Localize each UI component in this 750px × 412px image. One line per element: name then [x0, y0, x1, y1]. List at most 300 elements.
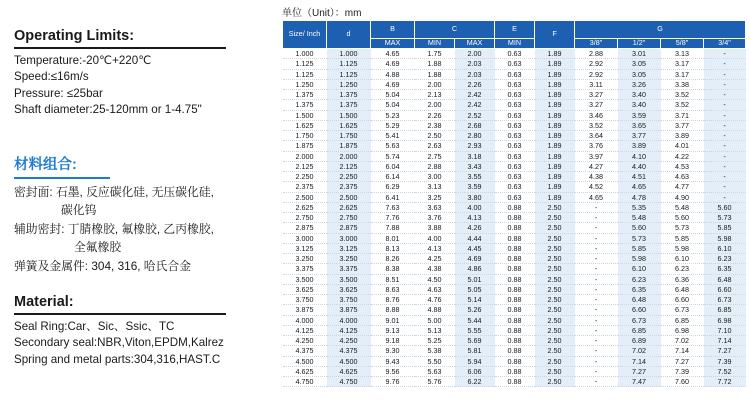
cell-c-min: 4.76: [427, 295, 442, 304]
cell-g-5-8: 4.53: [675, 161, 690, 171]
cell-g-5-8: 3.17: [675, 59, 690, 69]
table-row: [283, 264, 746, 274]
cell-g-5-8: 3.52: [675, 100, 690, 110]
cell-b-max: 5.74: [385, 151, 400, 161]
cell-c-min: 4.38: [427, 264, 442, 274]
cell-b-max: 5.04: [385, 100, 400, 110]
cell-d: 2.750: [327, 213, 371, 223]
cell-c-min: 2.13: [427, 90, 442, 99]
cell-g-3-4: -: [704, 90, 746, 100]
cell-d: 1.625: [327, 120, 371, 130]
table-row: [283, 377, 746, 387]
cell-f: 2.50: [535, 356, 575, 366]
table-row: [283, 151, 746, 161]
cell-g-5-8: 6.10: [675, 254, 690, 263]
table-row: [283, 49, 746, 59]
cell-b-max: 5.41: [385, 131, 400, 140]
cell-g-3-4: -: [704, 182, 746, 192]
cell-c-max: 3.55: [455, 172, 495, 182]
cell-g-3-4: -: [704, 120, 746, 130]
table-row: [283, 90, 746, 100]
cell-c-max: 5.69: [455, 336, 495, 346]
cell-g-3-4: -: [704, 172, 746, 182]
cell-f: 1.89: [535, 182, 575, 192]
cell-d: 3.125: [327, 243, 371, 253]
cell-c-min: 5.38: [427, 346, 442, 356]
table-row: [283, 100, 746, 110]
material-en-section: [14, 294, 226, 368]
cell-e-min: 0.63: [507, 120, 522, 130]
cell-g-3-4: -: [704, 79, 746, 89]
cell-f: 2.50: [535, 274, 575, 284]
seal-ring-line: Seal Ring:Car、Sic、Ssic、TC: [14, 320, 175, 333]
cell-size: 1.625: [295, 120, 314, 130]
cell-b-max: 8.26: [385, 254, 400, 263]
cell-g-1-2: 6.23: [618, 274, 661, 284]
cell-g-5-8: 7.60: [675, 377, 690, 386]
cell-g-1-2: 5.73: [618, 233, 661, 243]
cell-size: 1.875: [295, 141, 314, 151]
cell-e-min: 0.63: [507, 69, 522, 79]
cell-g-3-4: 6.85: [704, 305, 746, 315]
header-b-max: MAX: [371, 39, 415, 49]
cell-size: 3.500: [295, 274, 314, 284]
cell-c-max: 2.26: [455, 79, 495, 89]
cell-g-3-8: 2.92: [589, 69, 604, 79]
table-row: [283, 110, 746, 120]
cell-f: 2.50: [535, 336, 575, 346]
cell-size: 3.375: [295, 264, 314, 274]
cell-c-min: 5.13: [427, 325, 442, 335]
cell-d: 2.125: [327, 161, 371, 171]
cell-g-1-2: 3.01: [618, 49, 661, 59]
header-c-min: MIN: [415, 39, 455, 49]
cell-g-3-4: 5.98: [704, 233, 746, 243]
cell-c-max: 2.93: [455, 141, 495, 151]
cell-e-min: 0.63: [507, 161, 522, 171]
cell-d: 1.250: [327, 79, 371, 89]
cell-g-5-8: 4.77: [675, 182, 690, 192]
cell-g-3-4: 6.48: [704, 274, 746, 284]
cell-e-min: 0.63: [507, 172, 522, 181]
cell-c-min: 3.63: [427, 202, 442, 212]
operating-limits-section: [14, 28, 226, 119]
header-f: F: [535, 21, 575, 49]
cell-f: 2.50: [535, 346, 575, 356]
cell-d: 1.125: [327, 59, 371, 69]
cell-e-min: 0.88: [507, 233, 522, 243]
header-g-1-2: 1/2": [618, 39, 661, 49]
cell-f: 2.50: [535, 254, 575, 264]
cell-g-1-2: 4.65: [618, 182, 661, 192]
cell-f: 1.89: [535, 90, 575, 100]
cell-c-max: 2.52: [455, 110, 495, 120]
cell-g-5-8: 5.48: [675, 202, 690, 212]
cell-f: 2.50: [535, 223, 575, 233]
cell-size: 1.125: [295, 69, 314, 79]
table-row: [283, 192, 746, 202]
cell-size: 3.125: [295, 243, 314, 253]
cell-b-max: 9.13: [385, 325, 400, 335]
cell-c-min: 1.88: [427, 69, 442, 79]
header-g-3-4: 3/4": [704, 39, 746, 49]
cell-size: 1.125: [295, 59, 314, 69]
cell-g-3-8: -: [594, 243, 598, 253]
table-row: [283, 336, 746, 346]
cell-g-5-8: 6.60: [675, 295, 690, 304]
cell-f: 2.50: [535, 315, 575, 325]
cell-g-5-8: 7.14: [675, 346, 690, 356]
cell-g-1-2: 5.85: [618, 243, 661, 253]
cell-b-max: 5.63: [385, 141, 400, 151]
cell-g-3-8: -: [594, 213, 598, 222]
cell-g-5-8: 4.63: [675, 172, 690, 181]
cell-d: 2.000: [327, 151, 371, 161]
table-row: [283, 284, 746, 294]
cell-c-min: 2.26: [427, 110, 442, 120]
cell-c-min: 2.00: [427, 100, 442, 110]
cell-c-max: 4.44: [455, 233, 495, 243]
cell-c-max: 2.42: [455, 100, 495, 110]
cell-g-3-8: 3.46: [589, 110, 604, 120]
cell-g-3-4: -: [704, 59, 746, 69]
cell-size: 1.375: [295, 100, 314, 110]
cell-f: 2.50: [535, 295, 575, 305]
cell-g-5-8: 5.60: [675, 213, 690, 222]
cell-g-3-8: 3.52: [589, 120, 604, 130]
cell-g-3-4: 7.72: [704, 377, 746, 387]
cell-size: 2.125: [295, 161, 314, 171]
cell-f: 1.89: [535, 59, 575, 69]
cell-e-min: 0.88: [507, 346, 522, 356]
cell-f: 2.50: [535, 284, 575, 294]
cell-g-1-2: 7.27: [618, 366, 661, 376]
cell-size: 4.375: [295, 346, 314, 356]
cell-g-3-8: -: [594, 295, 598, 304]
cell-d: 3.000: [327, 233, 371, 243]
cell-e-min: 0.88: [507, 356, 522, 366]
cell-c-max: 4.86: [455, 264, 495, 274]
cell-f: 2.50: [535, 377, 575, 387]
cell-e-min: 0.88: [507, 254, 522, 263]
cell-c-min: 3.13: [427, 182, 442, 192]
cell-g-3-8: 4.38: [589, 172, 604, 181]
cell-e-min: 0.88: [507, 213, 522, 222]
cell-b-max: 4.69: [385, 79, 400, 89]
cell-d: 4.500: [327, 356, 371, 366]
cell-c-max: 2.00: [455, 49, 495, 59]
cell-d: 3.750: [327, 295, 371, 305]
cell-g-3-8: -: [594, 264, 598, 274]
table-row: [283, 213, 746, 223]
cell-e-min: 0.88: [507, 295, 522, 304]
cell-e-min: 0.88: [507, 274, 522, 284]
cell-g-1-2: 4.51: [618, 172, 661, 182]
cell-size: 1.250: [295, 79, 314, 89]
cell-c-min: 4.88: [427, 305, 442, 315]
cell-b-max: 6.14: [385, 172, 400, 181]
cell-e-min: 0.63: [507, 79, 522, 89]
cell-g-3-4: -: [704, 161, 746, 171]
cell-d: 1.125: [327, 69, 371, 79]
cell-g-5-8: 3.13: [675, 49, 690, 58]
cell-g-1-2: 5.35: [618, 202, 661, 212]
cell-e-min: 0.63: [507, 90, 522, 99]
cell-g-1-2: 6.60: [618, 305, 661, 315]
cell-g-1-2: 6.48: [618, 295, 661, 305]
cell-g-1-2: 4.78: [618, 192, 661, 202]
cell-f: 2.50: [535, 202, 575, 212]
cell-c-min: 2.63: [427, 141, 442, 151]
cell-g-3-8: 4.65: [589, 192, 604, 202]
cell-g-3-8: -: [594, 254, 598, 263]
cell-e-min: 0.88: [507, 305, 522, 315]
cell-f: 1.89: [535, 120, 575, 130]
material-en-title: Material:: [14, 294, 226, 315]
cell-g-3-8: -: [594, 315, 598, 325]
cell-g-1-2: 3.05: [618, 69, 661, 79]
table-row: [283, 346, 746, 356]
cell-f: 1.89: [535, 151, 575, 161]
secondary-seal-line: Secondary seal:NBR,Viton,EPDM,Kalrez: [14, 336, 224, 350]
table-row: [283, 254, 746, 264]
cell-f: 1.89: [535, 141, 575, 151]
spring-metal-line: Spring and metal parts:304,316,HAST.C: [14, 352, 221, 366]
cell-g-1-2: 5.60: [618, 223, 661, 233]
cell-d: 2.875: [327, 223, 371, 233]
temperature-line: Temperature:-20℃+220℃: [14, 54, 152, 67]
table-row: [283, 59, 746, 69]
cell-b-max: 9.18: [385, 336, 400, 345]
cell-b-max: 8.51: [385, 274, 400, 284]
cell-size: 1.375: [295, 90, 314, 99]
cell-b-max: 6.04: [385, 161, 400, 171]
cell-c-max: 4.45: [455, 243, 495, 253]
cell-c-max: 2.42: [455, 90, 495, 100]
cell-g-3-8: 4.52: [589, 182, 604, 192]
cell-b-max: 8.01: [385, 233, 400, 243]
cell-e-min: 0.63: [507, 182, 522, 192]
cell-size: 1.750: [295, 131, 314, 140]
cell-b-max: 9.30: [385, 346, 400, 356]
cell-f: 2.50: [535, 325, 575, 335]
cell-c-min: 4.50: [427, 274, 442, 284]
cell-b-max: 8.76: [385, 295, 400, 304]
cell-d: 3.375: [327, 264, 371, 274]
cell-d: 3.500: [327, 274, 371, 284]
cell-g-1-2: 6.10: [618, 264, 661, 274]
cell-size: 3.250: [295, 254, 314, 263]
cell-c-min: 2.88: [427, 161, 442, 171]
cell-g-3-8: 3.64: [589, 131, 604, 140]
cell-f: 2.50: [535, 264, 575, 274]
cell-g-3-8: -: [594, 305, 598, 315]
table-row: [283, 274, 746, 284]
cell-g-3-8: -: [594, 284, 598, 294]
cell-g-1-2: 5.48: [618, 213, 661, 223]
cell-g-1-2: 6.73: [618, 315, 661, 325]
cell-e-min: 0.88: [507, 377, 522, 386]
table-row: [283, 243, 746, 253]
cell-c-max: 2.03: [455, 59, 495, 69]
cell-size: 4.750: [295, 377, 314, 386]
table-row: [283, 161, 746, 171]
cell-g-5-8: 6.48: [675, 284, 690, 294]
cell-b-max: 9.76: [385, 377, 400, 386]
cell-c-min: 4.63: [427, 284, 442, 294]
cell-b-max: 9.43: [385, 356, 400, 366]
header-c: C: [415, 21, 495, 39]
cell-d: 1.000: [327, 49, 371, 59]
cell-c-max: 4.26: [455, 223, 495, 233]
cell-d: 2.250: [327, 172, 371, 182]
cell-e-min: 0.63: [507, 131, 522, 140]
table-row: [283, 223, 746, 233]
cell-e-min: 0.63: [507, 59, 522, 69]
cell-c-min: 4.00: [427, 233, 442, 243]
cell-g-1-2: 3.59: [618, 110, 661, 120]
cell-g-1-2: 7.14: [618, 356, 661, 366]
header-e-min: MIN: [495, 39, 535, 49]
cell-g-3-4: -: [704, 69, 746, 79]
cell-size: 2.000: [295, 151, 314, 161]
seal-face-cn: 密封面: 石墨, 反应碳化硅, 无压碳化硅,: [14, 185, 214, 199]
cell-c-max: 2.68: [455, 120, 495, 130]
cell-size: 3.000: [295, 233, 314, 243]
cell-f: 1.89: [535, 161, 575, 171]
table-row: [283, 141, 746, 151]
cell-g-5-8: 6.73: [675, 305, 690, 315]
cell-g-3-4: 7.39: [704, 356, 746, 366]
unit-label: 单位（Unit）：mm: [282, 8, 362, 19]
cell-d: 4.250: [327, 336, 371, 346]
cell-g-3-4: 5.60: [704, 202, 746, 212]
cell-c-max: 5.94: [455, 356, 495, 366]
cell-c-min: 2.00: [427, 79, 442, 89]
table-row: [283, 305, 746, 315]
cell-e-min: 0.88: [507, 336, 522, 345]
cell-g-5-8: 3.89: [675, 131, 690, 140]
cell-c-max: 3.18: [455, 151, 495, 161]
cell-e-min: 0.63: [507, 49, 522, 58]
cell-size: 1.000: [295, 49, 314, 58]
cell-g-5-8: 6.36: [675, 274, 690, 284]
cell-g-5-8: 7.27: [675, 356, 690, 366]
cell-c-max: 3.59: [455, 182, 495, 192]
cell-g-5-8: 4.01: [675, 141, 690, 151]
cell-g-3-4: 5.85: [704, 223, 746, 233]
cell-g-1-2: 3.89: [618, 141, 661, 151]
cell-e-min: 0.88: [507, 366, 522, 376]
cell-g-5-8: 3.38: [675, 79, 690, 89]
cell-d: 3.625: [327, 284, 371, 294]
cell-g-5-8: 3.77: [675, 120, 690, 130]
cell-c-max: 6.22: [455, 377, 495, 387]
cell-c-min: 2.38: [427, 120, 442, 130]
cell-g-3-4: -: [704, 141, 746, 151]
cell-b-max: 8.63: [385, 284, 400, 294]
cell-b-max: 7.63: [385, 202, 400, 212]
cell-g-3-8: -: [594, 366, 598, 376]
cell-g-3-8: 3.97: [589, 151, 604, 161]
cell-g-5-8: 3.71: [675, 110, 690, 120]
cell-g-3-8: -: [594, 325, 598, 335]
cell-d: 4.625: [327, 366, 371, 376]
header-d: d: [327, 21, 371, 49]
cell-g-5-8: 6.98: [675, 325, 690, 335]
pressure-line: Pressure: ≤25bar: [14, 86, 103, 100]
cell-c-min: 5.76: [427, 377, 442, 386]
seal-face-cn-cont: 碳化钨: [61, 203, 97, 218]
shaft-diameter-line: Shaft diameter:25-120mm or 1-4.75": [14, 103, 202, 117]
cell-g-3-8: -: [594, 233, 598, 243]
cell-g-3-8: 3.27: [589, 100, 604, 110]
cell-size: 2.500: [295, 192, 314, 202]
cell-c-max: 5.01: [455, 274, 495, 284]
cell-g-3-8: -: [594, 336, 598, 345]
cell-g-3-4: 7.14: [704, 336, 746, 346]
cell-g-3-8: 2.88: [589, 49, 604, 58]
cell-g-3-4: 6.10: [704, 243, 746, 253]
cell-c-min: 3.88: [427, 223, 442, 233]
table-row: [283, 366, 746, 376]
cell-g-3-8: -: [594, 223, 598, 233]
cell-f: 1.89: [535, 69, 575, 79]
cell-g-1-2: 6.35: [618, 284, 661, 294]
cell-g-3-4: 6.23: [704, 254, 746, 264]
cell-g-1-2: 3.40: [618, 100, 661, 110]
cell-d: 1.500: [327, 110, 371, 120]
cell-size: 3.750: [295, 295, 314, 304]
table-row: [283, 69, 746, 79]
operating-limits-title: Operating Limits:: [14, 28, 226, 49]
cell-d: 2.500: [327, 192, 371, 202]
cell-b-max: 6.41: [385, 192, 400, 202]
spring-metal-cn: 弹簧及金属件: 304, 316, 哈氏合金: [14, 258, 192, 273]
cell-c-min: 4.13: [427, 243, 442, 253]
cell-g-3-4: 5.73: [704, 213, 746, 223]
table-row: [283, 325, 746, 335]
cell-e-min: 0.88: [507, 264, 522, 274]
cell-e-min: 0.88: [507, 315, 522, 325]
cell-c-max: 2.03: [455, 69, 495, 79]
cell-g-1-2: 3.05: [618, 59, 661, 69]
cell-g-3-4: -: [704, 110, 746, 120]
cell-c-max: 3.43: [455, 161, 495, 171]
cell-c-min: 3.76: [427, 213, 442, 222]
cell-g-5-8: 5.98: [675, 243, 690, 253]
speed-line: Speed:≤16m/s: [14, 70, 89, 84]
cell-g-1-2: 3.40: [618, 90, 661, 100]
cell-d: 3.875: [327, 305, 371, 315]
cell-size: 2.750: [295, 213, 314, 222]
cell-g-3-4: -: [704, 49, 746, 59]
cell-size: 2.625: [295, 202, 314, 212]
materials-cn-title: 材料组合:: [14, 153, 110, 179]
cell-d: 1.750: [327, 131, 371, 141]
cell-g-3-4: 7.27: [704, 346, 746, 356]
table-row: [283, 120, 746, 130]
cell-d: 4.125: [327, 325, 371, 335]
cell-g-3-8: -: [594, 346, 598, 356]
cell-g-3-4: -: [704, 151, 746, 161]
cell-g-1-2: 4.40: [618, 161, 661, 171]
cell-g-3-8: 3.27: [589, 90, 604, 99]
cell-c-max: 3.80: [455, 192, 495, 202]
cell-b-max: 7.88: [385, 223, 400, 233]
materials-cn-section: [14, 153, 214, 275]
cell-g-1-2: 3.26: [618, 79, 661, 89]
